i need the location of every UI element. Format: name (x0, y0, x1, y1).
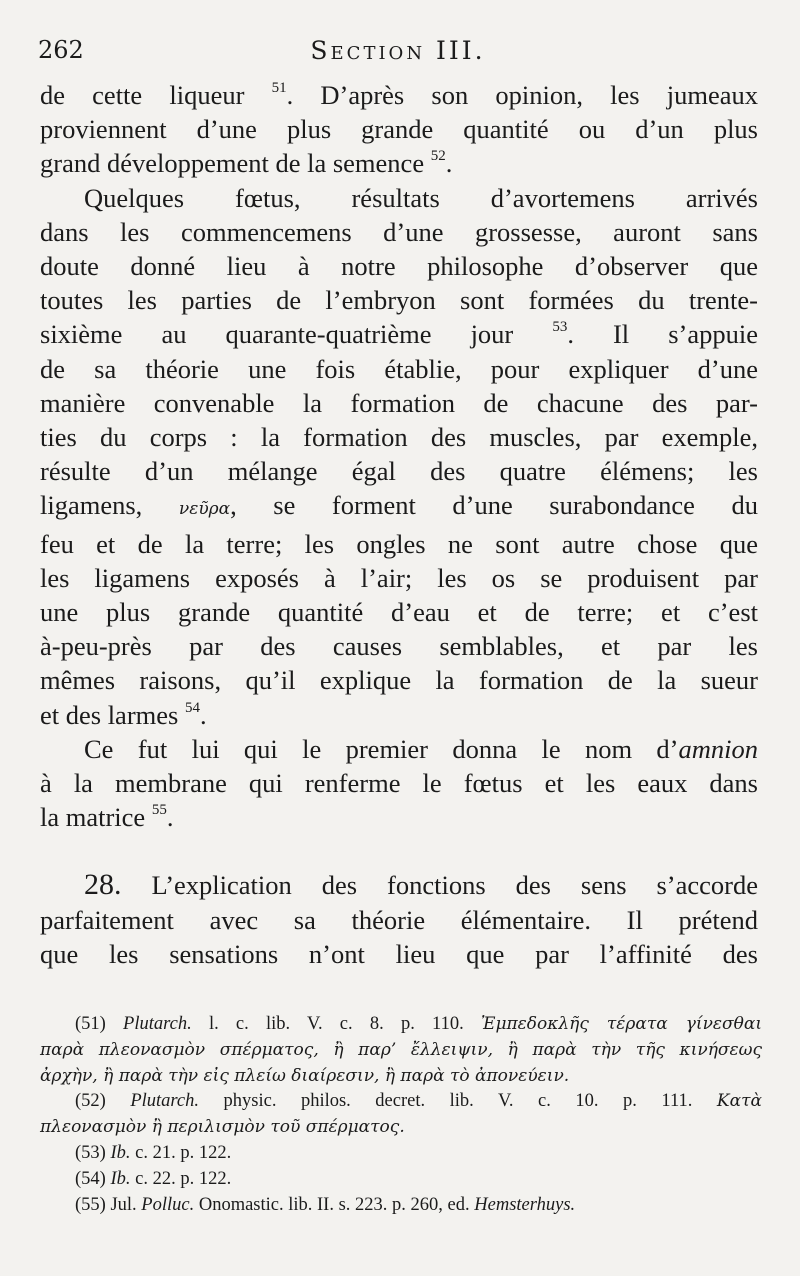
footnote-52: (52) Plutarch. physic. philos. decret. lib. V. c. 10. p. 111. Κατὰ πλεονασμὸν ἢ περιλισμὸν τοῦ σπέρματος. (40, 1091, 762, 1138)
text-line: proviennent d’une plus grande quantité ou d’un plus (40, 114, 758, 145)
italic-term: amnion (678, 733, 758, 764)
text-line: Quelques fœtus, résultats d’avortemens arrivés (84, 182, 758, 213)
text-line: à-peu-près par des causes semblables, et par les (40, 631, 758, 662)
text-line: 28. L’explication des fonctions des sens s’accorde (84, 868, 758, 902)
text-line: la matrice $^{55}$. (40, 802, 174, 833)
text-line: une plus grande quantité d’eau et de terre; et c’est (40, 597, 758, 628)
text-line: et des larmes $^{54}$. (40, 699, 207, 730)
text-line: Ce fut lui qui le premier donna le nom d’amnion (84, 733, 758, 764)
text-line: manière convenable la formation de chacune des par- (40, 387, 758, 418)
text-line: feu et de la terre; les ongles ne sont autre chose que (40, 528, 758, 559)
text-line: à la membrane qui renferme le fœtus et les eaux dans (40, 768, 758, 799)
greek-word: νεῦρα (178, 499, 231, 520)
text-line: de cette liqueur $^{51}$. D’après son opinion, les jumeaux (40, 80, 758, 110)
text-line: résulte d’un mélange égal des quatre élémens; les (40, 456, 758, 487)
footnote-ref[interactable]: 51 (271, 80, 287, 96)
text-line: parfaitement avec sa théorie élémentaire. Il prétend (40, 904, 758, 935)
running-header (38, 36, 758, 76)
footnote-53: (53) Ib. c. 21. p. 122. (75, 1142, 232, 1163)
footnote-ref[interactable]: 52 (430, 148, 446, 165)
section-title: Section III. (310, 36, 486, 65)
paragraph-1 (40, 78, 758, 181)
paragraph-3 (40, 732, 758, 835)
paragraph-28 (40, 868, 758, 971)
text-line: grand développement de la semence $^{52}$. (40, 148, 453, 179)
text-line: sixième au quarante-quatrième jour $^{53}$. Il s’appuie (40, 319, 758, 350)
text-line: mêmes raisons, qu’il explique la formation de la sueur (40, 665, 758, 696)
text-line: les ligamens exposés à l’air; les os se produisent par (40, 562, 758, 593)
text-line: toutes les parties de l’embryon sont formées du trente- (40, 285, 758, 316)
text-line: ties du corps : la formation des muscles, par exemple, (40, 422, 758, 453)
text-line: doute donné lieu à notre philosophe d’observer que (40, 251, 758, 282)
text-line: que les sensations n’ont lieu que par l’affinité des (40, 938, 758, 969)
text-line: ligamens, νεῦρα, se forment d’une surabondance du (40, 490, 758, 521)
text-line: dans les commencemens d’une grossesse, auront sans (40, 216, 758, 247)
text-line: de sa théorie une fois établie, pour expliquer d’une (40, 353, 758, 384)
body-text (40, 78, 758, 971)
footnote-54: (54) Ib. c. 22. p. 122. (75, 1168, 232, 1189)
footnote-ref[interactable]: 53 (552, 319, 568, 336)
page-number: 262 (38, 36, 84, 64)
section-number: 28. (84, 868, 122, 902)
footnote-ref[interactable]: 55 (151, 802, 167, 819)
footnote-51: (51) Plutarch. l. c. lib. V. c. 8. p. 110. Ἐμπεδοκλῆς τέρατα γίνεσθαι παρὰ πλεονασμὸν σπέρματος, ἢ παρ’ ἔλλειψιν, ἢ παρὰ τὴν τῆς κινήσεως ἀρχὴν, ἢ παρὰ τὴν εἰς πλείω διαίρεσιν, ἢ παρὰ τὸ ἀπονεύειν. (40, 1014, 763, 1086)
paragraph-2 (40, 181, 758, 732)
footnotes (40, 1012, 762, 1218)
footnote-55: (55) Jul. Polluc. Onomastic. lib. II. s. 223. p. 260, ed. Hemsterhuys. (75, 1194, 576, 1215)
footnote-ref[interactable]: 54 (184, 699, 200, 716)
